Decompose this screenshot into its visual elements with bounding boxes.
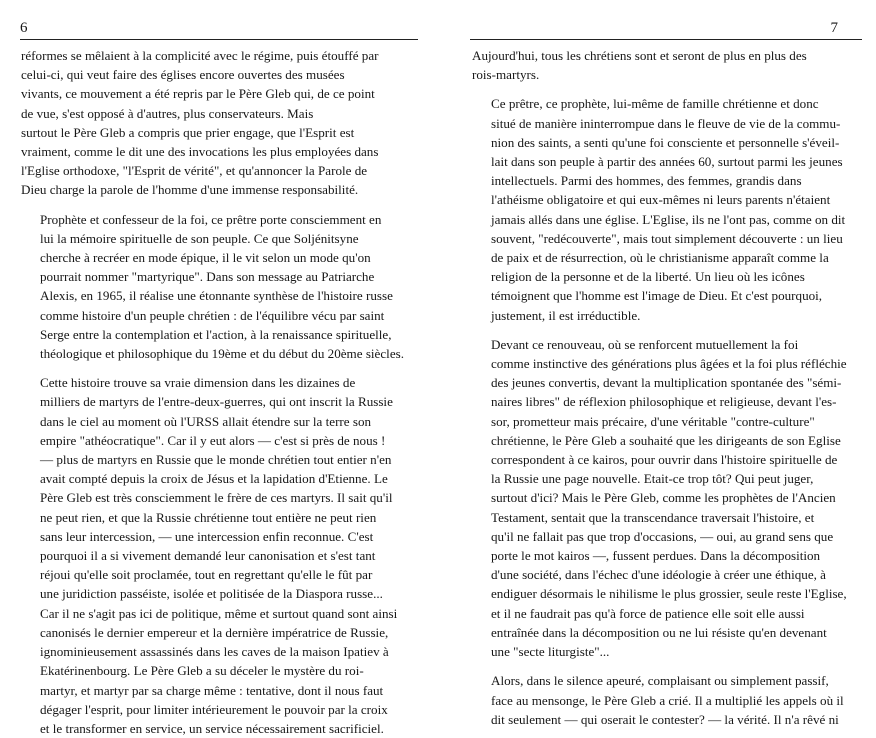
text-line: Devant ce renouveau, où se renforcent mutuellement la foi <box>491 336 799 352</box>
text-line: cherche à recréer en mode épique, il le vit selon un mode qu'on <box>40 250 371 266</box>
text-line: — plus de martyrs en Russie que le monde chrétien tout entier n'en <box>40 452 392 468</box>
text-line: Testament, sentait que la transcendance traversait l'histoire, et <box>491 509 815 525</box>
text-line: lui la mémoire spirituelle de son peuple. Ce que Soljénitsyne <box>40 230 359 246</box>
text-line: entraînée dans la décomposition ou ne lui résiste qu'en devenant <box>491 624 827 640</box>
text-line: dit seulement — qui oserait le contester? — la vérité. Il n'a rêvé ni <box>491 711 839 727</box>
text-line: justement, il est irréductible. <box>491 307 641 323</box>
text-line: Alexis, en 1965, il réalise une étonnante synthèse de l'histoire russe <box>40 288 393 304</box>
text-line: Car il ne s'agit pas ici de politique, même et surtout quand sont ainsi <box>40 605 398 621</box>
header-rule-right <box>470 39 862 40</box>
text-line: Serge entre la contemplation et l'action, à la renaissance spirituelle, <box>40 326 392 342</box>
text-line: l'Eglise orthodoxe, "l'Esprit de vérité", et qu'annoncer la Parole de <box>21 163 368 179</box>
text-line: Cette histoire trouve sa vraie dimension dans les dizaines de <box>40 375 356 391</box>
text-line: de vue, s'est opposé à d'autres, plus conservateurs. Mais <box>21 105 314 121</box>
text-line: naires libres" de réflexion philosophique et religieuse, devant l'es- <box>491 394 837 410</box>
text-line: celui-ci, qui veut faire des églises encore ouvertes des musées <box>21 67 345 83</box>
text-line: correspondent à ce kairos, pour ouvrir dans l'histoire spirituelle de <box>491 452 838 468</box>
text-line: théologique et philosophique du 19ème et du début du 20ème siècles. <box>40 346 404 362</box>
text-line: avait compté depuis la croix de Jésus et la lapidation d'Etienne. Le <box>40 471 388 487</box>
text-line: qu'il ne fallait pas que trop d'occasions, — oui, au grand sens que <box>491 528 834 544</box>
text-line: Prophète et confesseur de la foi, ce prêtre porte consciemment en <box>40 211 382 227</box>
paragraph <box>472 94 862 324</box>
text-line: vivants, ce mouvement a été repris par le Père Gleb qui, de ce point <box>21 86 375 102</box>
left-page <box>0 0 438 736</box>
text-line: dans le ciel au moment où l'URSS allait étendre sur la terre son <box>40 413 372 429</box>
text-line: réformes se mêlaient à la complicité avec le régime, puis étouffé par <box>21 48 379 63</box>
paragraph <box>472 335 862 661</box>
text-line: sans leur intercession, — une intercession enfin reconnue. C'est <box>40 528 374 544</box>
text-line: témoignent que l'homme est l'image de Dieu. Et c'est pourquoi, <box>491 288 823 304</box>
text-line: Père Gleb est très consciemment le frère de ces martyrs. Il sait qu'il <box>40 490 393 506</box>
text-line: sor, prometteur mais précaire, d'une véritable "contre-culture" <box>491 413 815 429</box>
text-line: pourquoi il a si vivement demandé leur canonisation et s'est tant <box>40 548 376 564</box>
right-page <box>438 0 876 727</box>
text-line: rois-martyrs. <box>472 67 540 83</box>
text-line: surtout d'ici? Mais le Père Gleb, comme les prophètes de l'Ancien <box>491 490 836 506</box>
text-line: surtout le Père Gleb a compris que prier engage, que l'Esprit est <box>21 124 355 140</box>
text-line: Ce prêtre, ce prophète, lui-même de famille chrétienne et donc <box>491 96 819 112</box>
text-line: comme instinctive des générations plus âgées et la foi plus réfléchie <box>491 356 847 372</box>
text-line: pourrait nommer "martyrique". Dans son message au Patriarche <box>40 269 375 285</box>
text-line: chrétienne, le Père Gleb a souhaité que les dirigeants de son Eglise <box>491 432 841 448</box>
text-line: ignominieusement assassinés dans les caves de la maison Ipatiev à <box>40 644 389 660</box>
paragraph <box>21 46 417 200</box>
text-line: jamais allés dans une église. L'Eglise, ils ne l'ont pas, comme on dit <box>491 211 846 227</box>
text-line: réjoui qu'elle soit proclamée, tout en regrettant qu'elle le fût par <box>40 567 373 583</box>
text-line: souvent, "redécouverte", mais tout simplement découverte : un lieu <box>491 230 843 246</box>
paragraph <box>472 46 862 84</box>
text-line: l'athéisme obligatoire et qui eux-mêmes ni leurs parents n'étaient <box>491 192 831 208</box>
text-line: d'une société, dans l'échec d'une idéologie à créer une éthique, à <box>491 567 826 583</box>
text-line: face au mensonge, le Père Gleb a crié. Il a multiplié les appels où il <box>491 692 844 708</box>
text-line: lait dans son peuple à partir des années 60, surtout parmi les jeunes <box>491 154 843 170</box>
text-line: des jeunes convertis, devant la multiplication spontanée des "sémi- <box>491 375 842 391</box>
text-line: la Russie une page nouvelle. Etait-ce trop tôt? Qui peut juger, <box>491 471 814 487</box>
text-line: martyr, et martyr par sa charge même : tentative, dont il nous faut <box>40 682 384 698</box>
text-line: ne peut rien, et que la Russie chrétienne tout entière ne peut rien <box>40 509 377 525</box>
text-line: et il ne faudrait pas qu'à force de patience elle soit elle aussi <box>491 605 805 621</box>
text-line: une "secte liturgiste"... <box>491 644 610 660</box>
text-line: nion des saints, a senti qu'une foi consciente et personnelle s'éveil- <box>491 134 840 150</box>
page-number-left: 6 <box>20 20 28 36</box>
text-line: dégager l'esprit, pour limiter intérieurement le pouvoir par la croix <box>40 701 388 717</box>
text-line: une juridiction passéiste, isolée et politisée de la Diaspora russe... <box>40 586 383 602</box>
text-line: empire "athéocratique". Car il y eut alors — c'est si près de nous ! <box>40 432 386 448</box>
text-line: milliers de martyrs de l'entre-deux-guerres, qui ont inscrit la Russie <box>40 394 393 410</box>
text-line: Ekatérinenbourg. Le Père Gleb a su déceler le mystère du roi- <box>40 663 364 679</box>
paragraph <box>21 373 417 738</box>
left-page-text <box>21 46 417 738</box>
paragraph <box>21 210 417 364</box>
text-line: porte le mot kairos —, fussent perdues. Dans la décomposition <box>491 548 821 564</box>
text-line: endiguer désormais le nihilisme le plus grossier, seule reste l'Eglise, <box>491 586 847 602</box>
paragraph <box>472 671 862 729</box>
text-line: vraiment, comme le dit une des invocations les plus employées dans <box>21 144 379 160</box>
text-line: comme histoire d'un peuple chrétien : de l'équilibre vécu par saint <box>40 307 385 323</box>
text-line: canonisés le dernier empereur et la dernière impératrice de Russie, <box>40 624 389 640</box>
text-line: de paix et de résurrection, où le christianisme apparaît comme la <box>491 250 829 266</box>
header-rule-left <box>20 39 418 40</box>
text-line: Dieu charge la parole de l'homme d'une immense responsabilité. <box>21 182 359 198</box>
text-line: intellectuels. Parmi des hommes, des femmes, grandis dans <box>491 173 802 189</box>
text-line: Aujourd'hui, tous les chrétiens sont et seront de plus en plus des <box>472 48 807 63</box>
text-line: situé de manière ininterrompue dans le fleuve de vie de la commu- <box>491 115 841 131</box>
text-line: Alors, dans le silence apeuré, complaisant ou simplement passif, <box>491 673 829 689</box>
right-page-text <box>472 46 862 729</box>
text-line: religion de la personne et de la liberté. Un lieu où les icônes <box>491 269 805 285</box>
text-line: et le transformer en service, un service nécessairement sacrificiel. <box>40 720 384 736</box>
page-number-right: 7 <box>830 20 838 36</box>
